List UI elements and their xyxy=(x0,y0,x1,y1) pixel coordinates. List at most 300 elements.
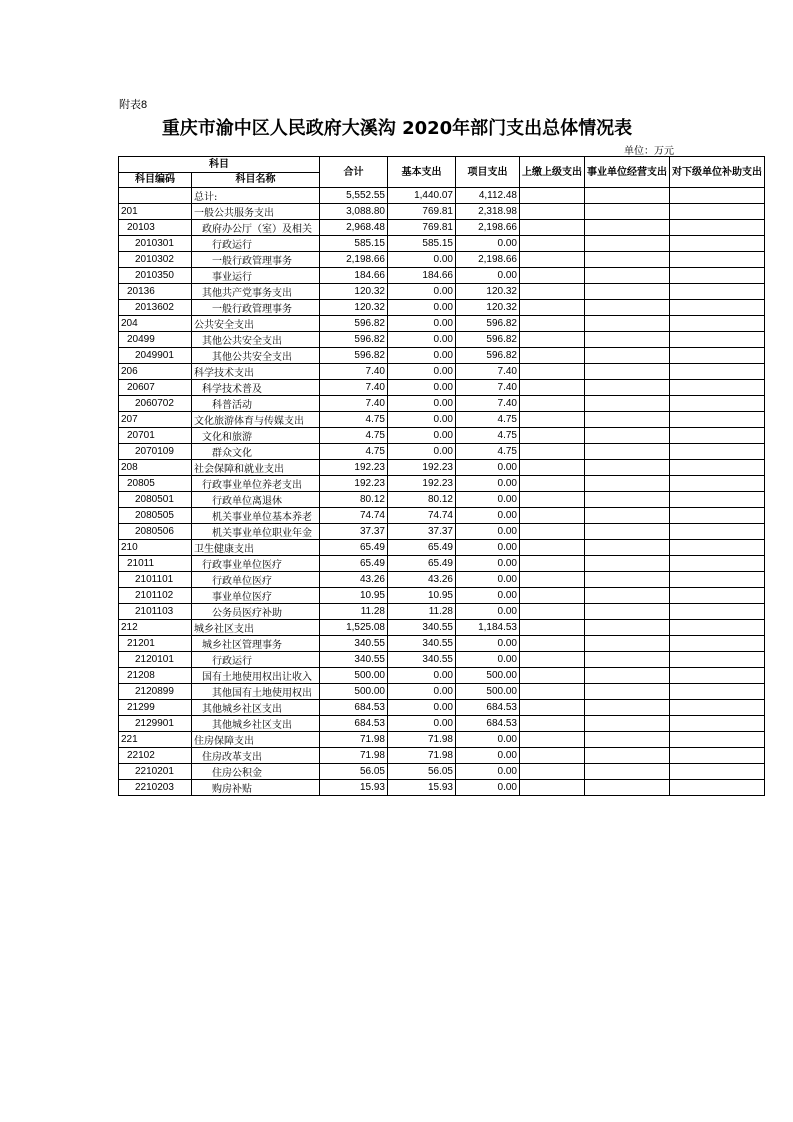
cell-subsidy xyxy=(670,204,765,220)
cell-name: 其他公共安全支出 xyxy=(192,332,320,348)
cell-name: 一般行政管理事务 xyxy=(192,300,320,316)
table-row xyxy=(119,716,765,732)
cell-subsidy xyxy=(670,220,765,236)
cell-project: 0.00 xyxy=(456,476,520,492)
cell-subsidy xyxy=(670,572,765,588)
cell-subsidy xyxy=(670,300,765,316)
cell-business xyxy=(585,268,670,284)
cell-project: 4.75 xyxy=(456,444,520,460)
cell-name: 行政单位离退休 xyxy=(192,492,320,508)
cell-basic: 0.00 xyxy=(388,252,456,268)
table-row xyxy=(119,380,765,396)
table-row xyxy=(119,524,765,540)
header-basic: 基本支出 xyxy=(388,157,456,188)
cell-name: 住房公积金 xyxy=(192,764,320,780)
table-row xyxy=(119,332,765,348)
cell-code xyxy=(119,188,192,204)
cell-business xyxy=(585,236,670,252)
cell-name: 行政单位医疗 xyxy=(192,572,320,588)
table-row xyxy=(119,588,765,604)
table-row xyxy=(119,556,765,572)
table-row xyxy=(119,428,765,444)
cell-upper xyxy=(520,332,585,348)
cell-total: 56.05 xyxy=(320,764,388,780)
header-subject: 科目 xyxy=(119,157,320,173)
cell-name: 科学技术普及 xyxy=(192,380,320,396)
cell-business xyxy=(585,188,670,204)
cell-business xyxy=(585,780,670,796)
cell-business xyxy=(585,604,670,620)
cell-name: 住房改革支出 xyxy=(192,748,320,764)
table-row xyxy=(119,316,765,332)
table-row xyxy=(119,396,765,412)
cell-code: 2101103 xyxy=(119,604,192,620)
cell-subsidy xyxy=(670,268,765,284)
cell-basic: 192.23 xyxy=(388,460,456,476)
table-row xyxy=(119,284,765,300)
table-row xyxy=(119,636,765,652)
cell-project: 0.00 xyxy=(456,636,520,652)
cell-upper xyxy=(520,412,585,428)
page-title: 重庆市渝中区人民政府大溪沟 2020年部门支出总体情况表 xyxy=(161,118,633,139)
cell-project: 0.00 xyxy=(456,732,520,748)
cell-name: 其他城乡社区支出 xyxy=(192,716,320,732)
cell-business xyxy=(585,668,670,684)
cell-subsidy xyxy=(670,236,765,252)
cell-code: 22102 xyxy=(119,748,192,764)
cell-total: 7.40 xyxy=(320,396,388,412)
cell-name: 群众文化 xyxy=(192,444,320,460)
cell-subsidy xyxy=(670,364,765,380)
cell-total: 192.23 xyxy=(320,460,388,476)
cell-basic: 0.00 xyxy=(388,364,456,380)
cell-project: 684.53 xyxy=(456,716,520,732)
cell-business xyxy=(585,284,670,300)
cell-project: 0.00 xyxy=(456,748,520,764)
cell-basic: 80.12 xyxy=(388,492,456,508)
cell-subsidy xyxy=(670,748,765,764)
cell-business xyxy=(585,412,670,428)
cell-subsidy xyxy=(670,652,765,668)
cell-total: 2,198.66 xyxy=(320,252,388,268)
cell-project: 0.00 xyxy=(456,652,520,668)
table-row xyxy=(119,236,765,252)
cell-subsidy xyxy=(670,332,765,348)
header-name: 科目名称 xyxy=(192,172,320,188)
cell-total: 596.82 xyxy=(320,332,388,348)
cell-upper xyxy=(520,460,585,476)
cell-basic: 0.00 xyxy=(388,668,456,684)
cell-upper xyxy=(520,668,585,684)
cell-subsidy xyxy=(670,396,765,412)
cell-name: 城乡社区管理事务 xyxy=(192,636,320,652)
cell-name: 文化旅游体育与传媒支出 xyxy=(192,412,320,428)
cell-upper xyxy=(520,732,585,748)
cell-code: 2080505 xyxy=(119,508,192,524)
cell-name: 科学技术支出 xyxy=(192,364,320,380)
cell-business xyxy=(585,588,670,604)
cell-total: 184.66 xyxy=(320,268,388,284)
cell-business xyxy=(585,556,670,572)
cell-total: 3,088.80 xyxy=(320,204,388,220)
cell-total: 684.53 xyxy=(320,716,388,732)
cell-code: 20499 xyxy=(119,332,192,348)
cell-code: 2120101 xyxy=(119,652,192,668)
cell-subsidy xyxy=(670,508,765,524)
cell-business xyxy=(585,428,670,444)
cell-total: 71.98 xyxy=(320,732,388,748)
cell-total: 340.55 xyxy=(320,636,388,652)
cell-subsidy xyxy=(670,252,765,268)
table-row xyxy=(119,252,765,268)
cell-business xyxy=(585,652,670,668)
cell-upper xyxy=(520,716,585,732)
table-row xyxy=(119,700,765,716)
cell-code: 2010302 xyxy=(119,252,192,268)
cell-business xyxy=(585,460,670,476)
cell-upper xyxy=(520,348,585,364)
cell-name: 行政运行 xyxy=(192,652,320,668)
cell-code: 21011 xyxy=(119,556,192,572)
cell-business xyxy=(585,636,670,652)
cell-total: 120.32 xyxy=(320,284,388,300)
cell-business xyxy=(585,396,670,412)
cell-subsidy xyxy=(670,476,765,492)
cell-code: 2129901 xyxy=(119,716,192,732)
cell-business xyxy=(585,684,670,700)
cell-upper xyxy=(520,380,585,396)
cell-total: 120.32 xyxy=(320,300,388,316)
cell-name: 其他城乡社区支出 xyxy=(192,700,320,716)
cell-subsidy xyxy=(670,380,765,396)
cell-basic: 11.28 xyxy=(388,604,456,620)
cell-upper xyxy=(520,476,585,492)
cell-project: 0.00 xyxy=(456,572,520,588)
cell-project: 7.40 xyxy=(456,364,520,380)
cell-business xyxy=(585,252,670,268)
cell-code: 2013602 xyxy=(119,300,192,316)
cell-code: 210 xyxy=(119,540,192,556)
cell-basic: 184.66 xyxy=(388,268,456,284)
unit-label: 单位：万元 xyxy=(624,146,674,157)
cell-project: 0.00 xyxy=(456,540,520,556)
cell-upper xyxy=(520,620,585,636)
cell-project: 0.00 xyxy=(456,588,520,604)
cell-code: 2080506 xyxy=(119,524,192,540)
header-subsidy: 对下级单位补助支出 xyxy=(670,157,765,188)
cell-name: 事业运行 xyxy=(192,268,320,284)
cell-name: 事业单位医疗 xyxy=(192,588,320,604)
cell-total: 500.00 xyxy=(320,668,388,684)
cell-total: 65.49 xyxy=(320,556,388,572)
cell-name: 国有土地使用权出让收入 xyxy=(192,668,320,684)
cell-basic: 0.00 xyxy=(388,700,456,716)
header-project: 项目支出 xyxy=(456,157,520,188)
cell-subsidy xyxy=(670,684,765,700)
cell-code: 2101102 xyxy=(119,588,192,604)
cell-code: 207 xyxy=(119,412,192,428)
header-upper: 上缴上级支出 xyxy=(520,157,585,188)
cell-subsidy xyxy=(670,412,765,428)
cell-subsidy xyxy=(670,188,765,204)
cell-code: 204 xyxy=(119,316,192,332)
table-row xyxy=(119,604,765,620)
table-row xyxy=(119,444,765,460)
cell-total: 37.37 xyxy=(320,524,388,540)
cell-name: 其他国有土地使用权出 xyxy=(192,684,320,700)
cell-project: 0.00 xyxy=(456,268,520,284)
cell-name: 卫生健康支出 xyxy=(192,540,320,556)
cell-business xyxy=(585,444,670,460)
header-total: 合计 xyxy=(320,157,388,188)
cell-total: 684.53 xyxy=(320,700,388,716)
cell-upper xyxy=(520,588,585,604)
cell-name: 其他公共安全支出 xyxy=(192,348,320,364)
cell-upper xyxy=(520,268,585,284)
cell-basic: 0.00 xyxy=(388,444,456,460)
table-row xyxy=(119,732,765,748)
cell-subsidy xyxy=(670,492,765,508)
table-row xyxy=(119,540,765,556)
cell-basic: 0.00 xyxy=(388,348,456,364)
cell-total: 4.75 xyxy=(320,444,388,460)
cell-total: 80.12 xyxy=(320,492,388,508)
cell-business xyxy=(585,572,670,588)
cell-project: 0.00 xyxy=(456,492,520,508)
cell-code: 21299 xyxy=(119,700,192,716)
cell-upper xyxy=(520,604,585,620)
cell-code: 21208 xyxy=(119,668,192,684)
cell-total: 65.49 xyxy=(320,540,388,556)
cell-code: 2080501 xyxy=(119,492,192,508)
cell-business xyxy=(585,732,670,748)
cell-business xyxy=(585,620,670,636)
cell-upper xyxy=(520,556,585,572)
cell-subsidy xyxy=(670,620,765,636)
cell-name: 社会保障和就业支出 xyxy=(192,460,320,476)
cell-project: 0.00 xyxy=(456,764,520,780)
cell-business xyxy=(585,332,670,348)
cell-total: 585.15 xyxy=(320,236,388,252)
cell-upper xyxy=(520,220,585,236)
cell-total: 71.98 xyxy=(320,748,388,764)
cell-name: 一般公共服务支出 xyxy=(192,204,320,220)
cell-name: 公共安全支出 xyxy=(192,316,320,332)
cell-project: 0.00 xyxy=(456,780,520,796)
cell-upper xyxy=(520,252,585,268)
cell-basic: 1,440.07 xyxy=(388,188,456,204)
cell-upper xyxy=(520,748,585,764)
cell-upper xyxy=(520,652,585,668)
cell-upper xyxy=(520,700,585,716)
cell-total: 596.82 xyxy=(320,348,388,364)
cell-code: 2049901 xyxy=(119,348,192,364)
cell-subsidy xyxy=(670,732,765,748)
cell-project: 4.75 xyxy=(456,412,520,428)
table-row xyxy=(119,748,765,764)
cell-code: 221 xyxy=(119,732,192,748)
cell-subsidy xyxy=(670,524,765,540)
cell-name: 其他共产党事务支出 xyxy=(192,284,320,300)
header-code: 科目编码 xyxy=(119,172,192,188)
cell-project: 0.00 xyxy=(456,604,520,620)
cell-project: 120.32 xyxy=(456,300,520,316)
cell-project: 7.40 xyxy=(456,396,520,412)
cell-project: 596.82 xyxy=(456,332,520,348)
cell-upper xyxy=(520,540,585,556)
cell-subsidy xyxy=(670,444,765,460)
cell-upper xyxy=(520,428,585,444)
cell-business xyxy=(585,716,670,732)
cell-basic: 769.81 xyxy=(388,204,456,220)
cell-project: 4.75 xyxy=(456,428,520,444)
cell-subsidy xyxy=(670,348,765,364)
cell-project: 684.53 xyxy=(456,700,520,716)
table-row xyxy=(119,508,765,524)
cell-total: 500.00 xyxy=(320,684,388,700)
cell-upper xyxy=(520,524,585,540)
cell-name: 机关事业单位基本养老 xyxy=(192,508,320,524)
cell-code: 2010301 xyxy=(119,236,192,252)
cell-project: 0.00 xyxy=(456,508,520,524)
cell-basic: 0.00 xyxy=(388,428,456,444)
cell-code: 20136 xyxy=(119,284,192,300)
cell-subsidy xyxy=(670,716,765,732)
cell-project: 0.00 xyxy=(456,524,520,540)
cell-subsidy xyxy=(670,284,765,300)
cell-name: 公务员医疗补助 xyxy=(192,604,320,620)
cell-total: 596.82 xyxy=(320,316,388,332)
cell-subsidy xyxy=(670,636,765,652)
cell-business xyxy=(585,476,670,492)
cell-name: 文化和旅游 xyxy=(192,428,320,444)
cell-basic: 65.49 xyxy=(388,556,456,572)
cell-project: 500.00 xyxy=(456,668,520,684)
table-row xyxy=(119,364,765,380)
cell-total: 2,968.48 xyxy=(320,220,388,236)
cell-total: 4.75 xyxy=(320,428,388,444)
cell-business xyxy=(585,316,670,332)
cell-total: 5,552.55 xyxy=(320,188,388,204)
table-row xyxy=(119,460,765,476)
cell-total: 11.28 xyxy=(320,604,388,620)
cell-basic: 0.00 xyxy=(388,332,456,348)
cell-project: 500.00 xyxy=(456,684,520,700)
cell-code: 21201 xyxy=(119,636,192,652)
cell-name: 总计: xyxy=(192,188,320,204)
cell-name: 城乡社区支出 xyxy=(192,620,320,636)
cell-upper xyxy=(520,636,585,652)
cell-subsidy xyxy=(670,428,765,444)
cell-upper xyxy=(520,508,585,524)
table-body xyxy=(119,188,765,796)
cell-total: 74.74 xyxy=(320,508,388,524)
cell-basic: 340.55 xyxy=(388,636,456,652)
cell-basic: 65.49 xyxy=(388,540,456,556)
cell-code: 206 xyxy=(119,364,192,380)
cell-basic: 74.74 xyxy=(388,508,456,524)
cell-upper xyxy=(520,300,585,316)
cell-basic: 43.26 xyxy=(388,572,456,588)
cell-upper xyxy=(520,396,585,412)
cell-business xyxy=(585,524,670,540)
cell-code: 20607 xyxy=(119,380,192,396)
cell-business xyxy=(585,204,670,220)
cell-business xyxy=(585,508,670,524)
table-row xyxy=(119,780,765,796)
cell-name: 行政运行 xyxy=(192,236,320,252)
cell-basic: 769.81 xyxy=(388,220,456,236)
table-row xyxy=(119,220,765,236)
cell-upper xyxy=(520,444,585,460)
cell-code: 212 xyxy=(119,620,192,636)
cell-basic: 340.55 xyxy=(388,652,456,668)
cell-total: 15.93 xyxy=(320,780,388,796)
cell-name: 科普活动 xyxy=(192,396,320,412)
cell-name: 一般行政管理事务 xyxy=(192,252,320,268)
table-row xyxy=(119,348,765,364)
cell-name: 行政事业单位医疗 xyxy=(192,556,320,572)
cell-business xyxy=(585,300,670,316)
cell-project: 7.40 xyxy=(456,380,520,396)
cell-code: 2120899 xyxy=(119,684,192,700)
cell-upper xyxy=(520,236,585,252)
cell-basic: 56.05 xyxy=(388,764,456,780)
cell-code: 20103 xyxy=(119,220,192,236)
cell-subsidy xyxy=(670,764,765,780)
cell-project: 0.00 xyxy=(456,556,520,572)
cell-code: 2210203 xyxy=(119,780,192,796)
cell-project: 1,184.53 xyxy=(456,620,520,636)
cell-basic: 10.95 xyxy=(388,588,456,604)
cell-business xyxy=(585,364,670,380)
table-row xyxy=(119,268,765,284)
cell-subsidy xyxy=(670,460,765,476)
cell-code: 20701 xyxy=(119,428,192,444)
cell-project: 596.82 xyxy=(456,316,520,332)
cell-total: 340.55 xyxy=(320,652,388,668)
header-business: 事业单位经营支出 xyxy=(585,157,670,188)
cell-code: 2210201 xyxy=(119,764,192,780)
cell-name: 机关事业单位职业年金 xyxy=(192,524,320,540)
cell-business xyxy=(585,492,670,508)
cell-basic: 340.55 xyxy=(388,620,456,636)
table-row xyxy=(119,476,765,492)
cell-upper xyxy=(520,284,585,300)
cell-upper xyxy=(520,572,585,588)
cell-code: 208 xyxy=(119,460,192,476)
cell-business xyxy=(585,540,670,556)
cell-project: 0.00 xyxy=(456,460,520,476)
table-row xyxy=(119,412,765,428)
cell-upper xyxy=(520,780,585,796)
cell-project: 596.82 xyxy=(456,348,520,364)
cell-upper xyxy=(520,188,585,204)
cell-basic: 0.00 xyxy=(388,300,456,316)
cell-basic: 37.37 xyxy=(388,524,456,540)
cell-upper xyxy=(520,364,585,380)
cell-subsidy xyxy=(670,588,765,604)
table-row xyxy=(119,572,765,588)
cell-subsidy xyxy=(670,604,765,620)
cell-business xyxy=(585,380,670,396)
cell-total: 1,525.08 xyxy=(320,620,388,636)
cell-basic: 71.98 xyxy=(388,748,456,764)
table-row xyxy=(119,668,765,684)
cell-subsidy xyxy=(670,668,765,684)
cell-basic: 192.23 xyxy=(388,476,456,492)
cell-code: 20805 xyxy=(119,476,192,492)
